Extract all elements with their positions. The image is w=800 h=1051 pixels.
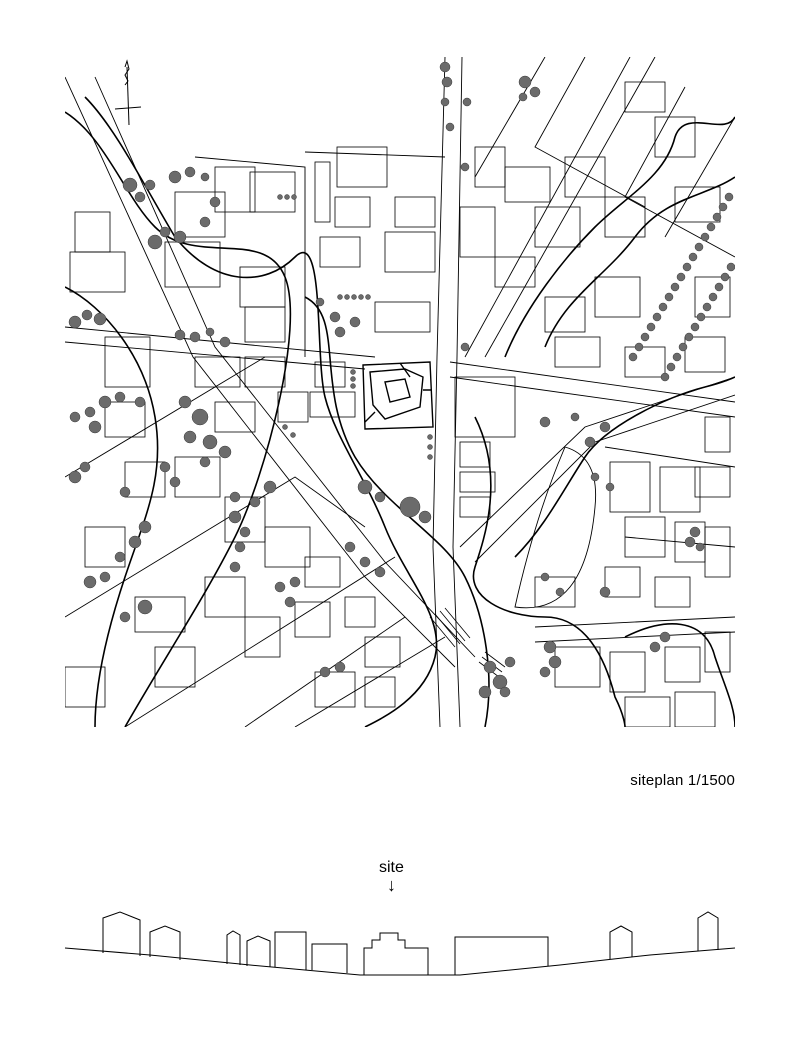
skyline-buildings xyxy=(103,912,718,975)
site-arrow-icon: ↓ xyxy=(386,875,396,895)
street-section-drawing xyxy=(0,850,800,990)
north-arrow-icon xyxy=(115,61,141,125)
site-plan-drawing xyxy=(65,57,735,727)
road-lines xyxy=(65,57,735,727)
siteplan-caption: siteplan 1/1500 xyxy=(630,772,735,789)
ground-line xyxy=(65,948,735,975)
site-label-text: site xyxy=(379,859,404,876)
contour-lines xyxy=(65,97,735,727)
building-footprints xyxy=(65,82,730,727)
site-building xyxy=(363,362,433,429)
